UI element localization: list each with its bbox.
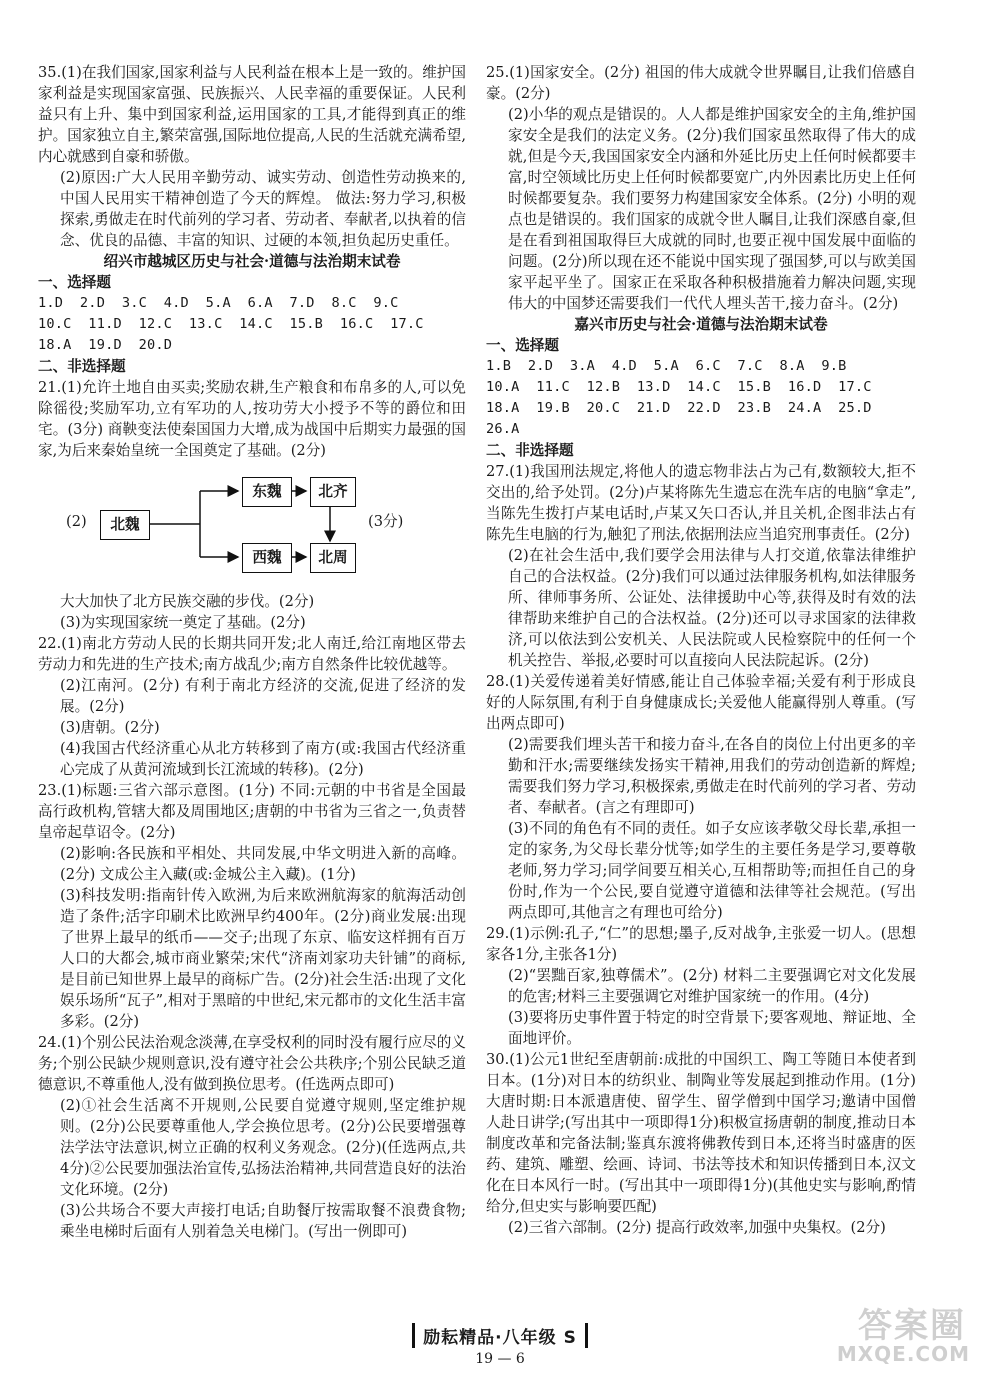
q28-part1: 28.(1)关爱传递着美好情感,能让自己体验幸福;关爱有利于形成良好的人际氛围,有利于自身健康成长;关爱他人能赢得别人尊重。(写出两点即可)	[486, 673, 916, 732]
q27-part2: (2)在社会生活中,我们要学会用法律与人打交道,依靠法律维护自己的合法权益。(2分)我们可以通过法律服务机构,如法律服务所、律师事务所、公证处、法律援助中心等,获得及时有效的法律帮助来维护自己的合法权益。(2分)还可以寻求国家的法律救济,可以依法到公安机关、人民法院或人民检察院中的任何一个机关控告、举报,必要时可以直接向人民法院起诉。(2分)	[508, 547, 916, 669]
choice-answers-line: 10.C 11.D 12.C 13.C 14.C 15.B 16.C 17.C	[38, 316, 424, 332]
choice-answers-line: 26.A	[486, 421, 520, 437]
q23-part2: (2)影响:各民族和平相处、共同发展,中华文明进入新的高峰。(2分) 文成公主入藏(或:金城公主入藏)。(1分)	[60, 845, 466, 883]
page-number: 19 — 6	[475, 1351, 525, 1367]
choice-answers-line: 18.A 19.B 20.C 21.D 22.D 23.B 24.A 25.D	[486, 400, 872, 416]
choice-answers-line: 10.A 11.C 12.B 13.D 14.C 15.B 16.D 17.C	[486, 379, 872, 395]
q29-part1: 29.(1)示例:孔子,“仁”的思想;墨子,反对战争,主张爱一切人。(思想家各1分,主张各1分)	[486, 925, 916, 963]
q23-part3: (3)科技发明:指南针传入欧洲,为后来欧洲航海家的航海活动创造了条件;活字印刷术比欧洲早约400年。(2分)商业发展:出现了世界上最早的纸币——交子;出现了东京、临安这样拥有百万人口的大都会,城市商业繁荣;宋代“济南刘家功夫针铺”的商标,是目前已知世界上最早的商标广告。(2分)社会生活:出现了文化娱乐场所“瓦子”,相对于黑暗的中世纪,宋元都市的文化生活丰富多彩。(2分)	[60, 887, 466, 1030]
q22-part1: 22.(1)南北方劳动人民的长期共同开发;北人南迁,给江南地区带去劳动力和先进的生产技术;南方战乱少;南方自然条件比较优越等。	[38, 635, 466, 673]
node-dongwei: 东魏	[242, 477, 292, 507]
q24-part3: (3)公共场合不要大声接打电话;自助餐厅按需取餐不浪费食物;乘坐电梯时后面有人别着急关电梯门。(写出一例即可)	[60, 1202, 466, 1240]
q29-part2: (2)“罢黜百家,独尊儒术”。(2分) 材料二主要强调它对文化发展的危害;材料三主要强调它对维护国家统一的作用。(4分)	[508, 967, 916, 1005]
q24-part2: (2)①社会生活离不开规则,公民要自觉遵守规则,坚定维护规则。(2分)公民要尊重他人,学会换位思考。(2分)公民要增强尊法学法守法意识,树立正确的权利义务观念。(2分)(任选两点,共4分)②公民要加强法治宣传,弘扬法治精神,共同营造良好的法治文化环境。(2分)	[60, 1097, 466, 1198]
watermark-logo	[820, 1298, 970, 1368]
choice-answers-line: 18.A 19.D 20.D	[38, 337, 173, 353]
node-beiwei: 北魏	[100, 510, 150, 540]
q25-part1: 25.(1)国家安全。(2分) 祖国的伟大成就令世界瞩目,让我们倍感自豪。(2分)	[486, 64, 916, 102]
node-beizhou: 北周	[310, 543, 356, 573]
section-title-shaoxing: 绍兴市越城区历史与社会·道德与法治期末试卷	[103, 253, 401, 270]
watermark-top-text: 答案圈	[858, 1306, 966, 1346]
node-xiwei: 西魏	[242, 543, 292, 573]
q21-part3: (3)为实现国家统一奠定了基础。(2分)	[60, 614, 306, 631]
q35-part2: (2)原因:广大人民用辛勤劳动、诚实劳动、创造性劳动换来的,中国人民用实干精神创造了今天的辉煌。 做法:努力学习,积极探索,勇做走在时代前列的学习者、劳动者、奉献者,以执着的信念、优良的品德、丰富的知识、过硬的本领,担负起历史重任。	[60, 169, 466, 249]
section-head-nonchoice: 二、非选择题	[486, 442, 574, 459]
q23-part1: 23.(1)标题:三省六部示意图。(1分) 不同:元朝的中书省是全国最高行政机构,管辖大都及周围地区;唐朝的中书省为三省之一,负责替皇帝起草诏令。(2分)	[38, 782, 466, 841]
q24-part1: 24.(1)个别公民法治观念淡薄,在享受权利的同时没有履行应尽的义务;个别公民缺少规则意识,没有遵守社会公共秩序;个别公民缺乏道德意识,不尊重他人,没有做到换位思考。(任选两点即可)	[38, 1034, 466, 1093]
q21-part1: 21.(1)允许土地自由买卖;奖励农耕,生产粮食和布帛多的人,可以免除徭役;奖励军功,立有军功的人,按功劳大小授予不等的爵位和田宅。(3分) 商鞅变法使秦国国力大增,成为战国中后期实力最强的国家,为后来秦始皇统一全国奠定了基础。(2分)	[38, 379, 466, 459]
q27-part1: 27.(1)我国刑法规定,将他人的遗忘物非法占为己有,数额较大,拒不交出的,给予处罚。(2分)卢某将陈先生遗忘在洗车店的电脑“拿走”,当陈先生拨打卢某电话时,卢某又矢口否认,并且关机,企图非法占有陈先生电脑的行为,触犯了刑法,依据刑法应当追究刑事责任。(2分)	[486, 463, 916, 543]
left-column	[38, 62, 466, 1242]
q22-part2: (2)江南河。(2分) 有利于南北方经济的交流,促进了经济的发展。(2分)	[60, 677, 466, 715]
dynasty-flow-diagram	[38, 463, 466, 589]
q30-part2: (2)三省六部制。(2分) 提高行政效率,加强中央集权。(2分)	[508, 1219, 886, 1236]
q30-part1: 30.(1)公元1世纪至唐朝前:成批的中国织工、陶工等随日本使者到日本。(1分)对日本的纺织业、制陶业等发展起到推动作用。(1分)大唐时期:日本派遣唐使、留学生、留学僧到中国学习;邀请中国僧人赴日讲学;(写出其中一项即得1分)积极宣扬唐朝的制度,推动日本制度改革和完备法制;鉴真东渡将佛教传到日本,还将当时盛唐的医药、建筑、雕塑、绘画、诗词、书法等技术和知识传播到日本,汉文化在日本风行一时。(写出其中一项即得1分)(其他史实与影响,酌情给分,但史实与影响要匹配)	[486, 1051, 916, 1215]
q28-part2: (2)需要我们埋头苦干和接力奋斗,在各自的岗位上付出更多的辛勤和汗水;需要继续发扬实干精神,用我们的劳动创造新的辉煌;需要我们努力学习,积极探索,勇做走在时代前列的学习者、劳动者、奉献者。(言之有理即可)	[508, 736, 916, 816]
diagram-score: (3分)	[368, 513, 404, 530]
watermark-bottom-text: MXQE.COM	[836, 1342, 970, 1366]
diagram-label: (2)	[66, 513, 87, 530]
section-head-nonchoice: 二、非选择题	[38, 358, 126, 375]
q21-part2-tail: 大大加快了北方民族交融的步伐。(2分)	[60, 593, 315, 610]
q25-part2: (2)小华的观点是错误的。人人都是维护国家安全的主角,维护国家安全是我们的法定义务。(2分)我们国家虽然取得了伟大的成就,但是今天,我国国家安全内涵和外延比历史上任何时候都要丰富,时空领域比历史上任何时候都要宽广,内外因素比历史上任何时候都要复杂。我们要努力构建国家安全体系。(2分) 小明的观点也是错误的。我们国家的成就令世人瞩目,让我们深感自豪,但是在看到祖国取得巨大成就的同时,也要正视中国发展中面临的问题。(2分)所以现在还不能说中国实现了强国梦,可以与欧美国家平起平坐了。国家正在采取各种积极措施着力解决问题,实现伟大的中国梦还需要我们一代代人埋头苦干,接力奋斗。(2分)	[508, 106, 916, 312]
section-head-choice: 一、选择题	[486, 337, 559, 354]
section-title-jiaxing: 嘉兴市历史与社会·道德与法治期末试卷	[574, 316, 828, 333]
q29-part3: (3)要将历史事件置于特定的时空背景下;要客观地、辩证地、全面地评价。	[508, 1009, 916, 1047]
choice-answers-line: 1.D 2.D 3.C 4.D 5.A 6.A 7.D 8.C 9.C	[38, 295, 399, 311]
q22-part4: (4)我国古代经济重心从北方转移到了南方(或:我国古代经济重心完成了从黄河流域到长江流域的转移)。(2分)	[60, 740, 466, 778]
footer-brand: 励耘精品·八年级 S	[412, 1323, 588, 1348]
section-head-choice: 一、选择题	[38, 274, 111, 291]
choice-answers-line: 1.B 2.D 3.A 4.D 5.A 6.C 7.C 8.A 9.B	[486, 358, 847, 374]
right-column	[486, 62, 916, 1238]
q22-part3: (3)唐朝。(2分)	[60, 719, 160, 736]
q35-part1: 35.(1)在我们国家,国家利益与人民利益在根本上是一致的。维护国家利益是实现国家富强、民族振兴、人民幸福的重要保证。人民利益只有上升、集中到国家利益,运用国家的工具,才能得到真正的维护。国家独立自主,繁荣富强,国际地位提高,人民的生活就充满希望,内心就感到自豪和骄傲。	[38, 64, 466, 165]
q28-part3: (3)不同的角色有不同的责任。如子女应该孝敬父母长辈,承担一定的家务,为父母长辈分忧等;如学生的主要任务是学习,要尊敬老师,努力学习;同学间要互相关心,互相帮助等;而担任自己的身份时,作为一个公民,要自觉遵守道德和法律等社会规范。(写出两点即可,其他言之有理也可给分)	[508, 820, 916, 921]
node-beiqi: 北齐	[310, 477, 356, 507]
